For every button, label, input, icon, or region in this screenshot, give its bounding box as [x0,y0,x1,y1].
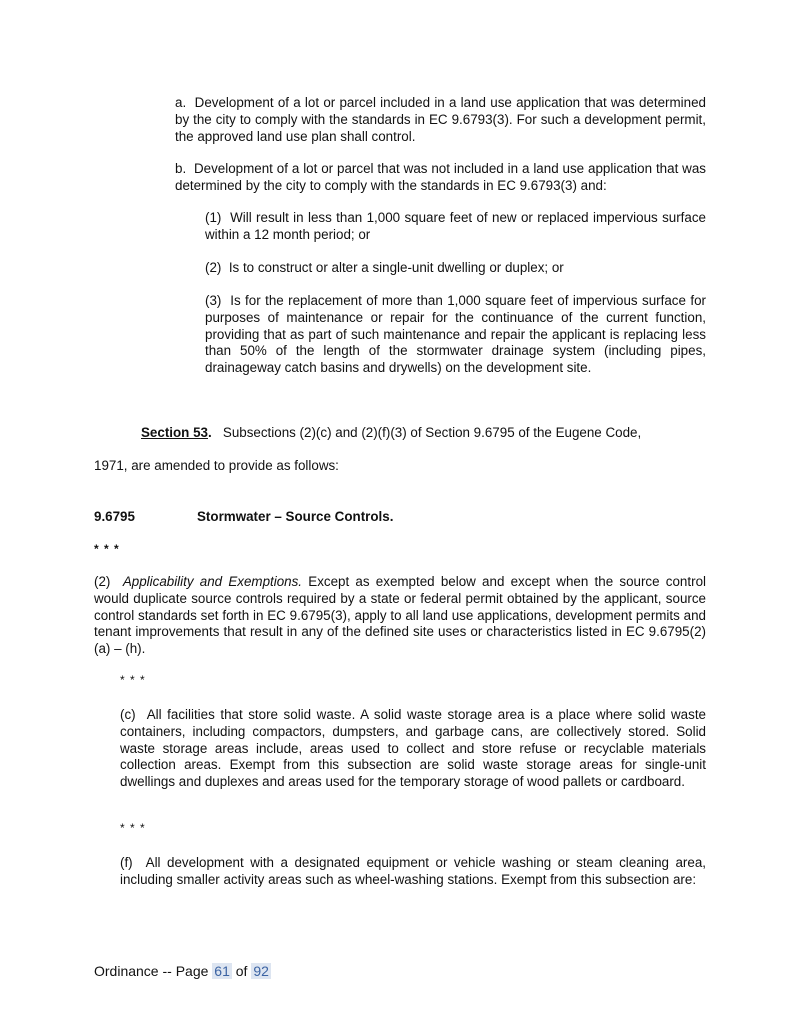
subsection-2-label: (2) [94,574,111,589]
subsection-c [120,707,706,791]
subsection-2 [94,574,706,658]
paragraph-b1-text: Will result in less than 1,000 square feet of new or replaced impervious surface within a 12 month period; or [205,210,706,242]
paragraph-a-label: a. [175,95,187,110]
paragraph-b2-label: (2) [205,260,222,275]
ellipsis-stars-1: * * * [94,542,120,556]
code-number: 9.6795 [94,509,135,524]
subsection-c-label: (c) [120,707,136,722]
ellipsis-stars-2: * * * [120,673,146,687]
section-intro-text: Subsections (2)(c) and (2)(f)(3) of Section 9.6795 of the Eugene Code, [222,425,642,440]
subsection-f-text: All development with a designated equipment or vehicle washing or steam cleaning area, including smaller activity areas such as wheel-washing stations. Exempt from this subsection are: [120,855,706,887]
paragraph-b [175,161,706,195]
code-heading [94,509,706,526]
paragraph-b2 [205,260,706,277]
subsection-2-title: Applicability and Exemptions. [122,574,303,589]
paragraph-b3 [205,293,706,377]
code-title: Stormwater – Source Controls. [197,509,394,524]
paragraph-b3-text: Is for the replacement of more than 1,000 square feet of impervious surface for purposes of maintenance or repair for the continuance of the current function, providing that as part of such maintenance and repair the applicant is replacing less than 50% of the length of the stormwater drainage system (including pipes, drainageway catch basins and drywells) on the development site. [205,293,706,376]
section-label: Section 53 [141,425,208,440]
footer-of: of [235,963,248,979]
footer-page-number: 61 [214,963,230,979]
paragraph-a-text: Development of a lot or parcel included in a land use application that was determined by the city to comply with the standards in EC 9.6793(3). For such a development permit, the approved land use plan shall control. [175,95,706,144]
page-footer [94,963,271,980]
subsection-f [120,855,706,889]
section-intro: Section 53. Subsections (2)(c) and (2)(f)(3) of Section 9.6795 of the Eugene Code, [141,425,642,440]
subsection-c-text: All facilities that store solid waste. A solid waste storage area is a place where solid waste containers, including compactors, dumpsters, and garbage cans, are collectively stored. Solid waste storage areas include, areas used to collect and store refuse or recyclable materials collection areas. Exempt from this subsection are solid waste storage areas for single-unit dwellings and duplexes and areas used for the temporary storage of wood pallets or cardboard. [120,707,706,790]
paragraph-b-text: Development of a lot or parcel that was not included in a land use application that was determined by the city to comply with the standards in EC 9.6793(3) and: [175,161,706,193]
paragraph-a [175,95,706,145]
paragraph-b1-label: (1) [205,210,222,225]
paragraph-b3-label: (3) [205,293,222,308]
paragraph-b2-text: Is to construct or alter a single-unit dwelling or duplex; or [228,260,564,275]
footer-total-pages: 92 [253,963,269,979]
paragraph-b1 [205,210,706,244]
section-intro-cont-text: 1971, are amended to provide as follows: [94,458,339,473]
subsection-f-label: (f) [120,855,133,870]
paragraph-b-label: b. [175,161,187,176]
subsection-2-text: Except as exempted below and except when the source control would duplicate source controls required by a state or federal permit obtained by the applicant, source control standards set forth in EC 9.6795(3), apply to all land use applications, development permits and tenant improvements that result in any of the defined site uses or characteristics listed in EC 9.6795(2)(a) – (h). [94,574,706,657]
ellipsis-stars-3: * * * [120,821,146,835]
section-intro-continued [94,458,706,475]
footer-prefix: Ordinance -- Page [94,963,209,979]
